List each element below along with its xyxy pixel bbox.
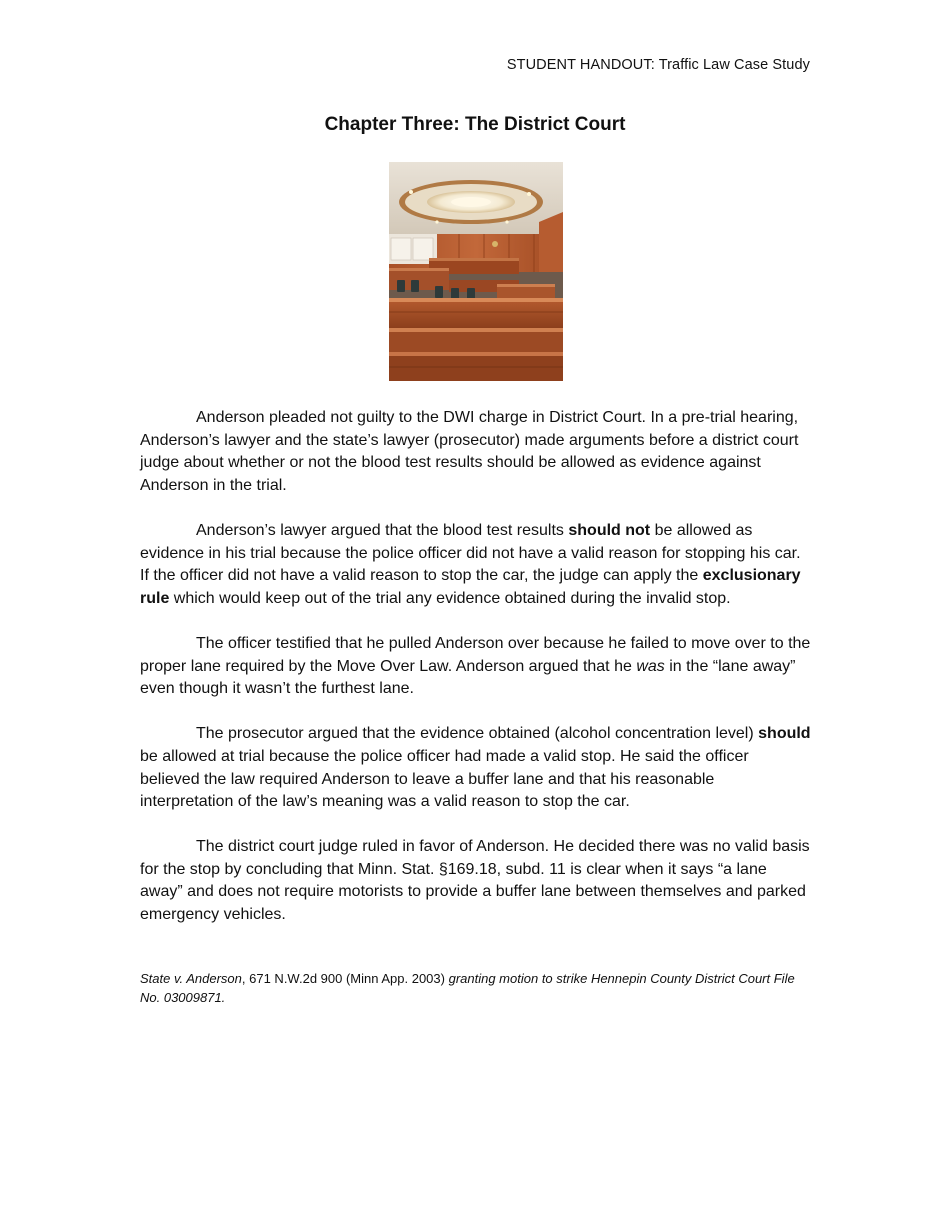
emphasis-was: was: [636, 657, 665, 675]
paragraph-4: [140, 723, 812, 813]
case-citation: [140, 969, 812, 1007]
paragraph-5-text: The district court judge ruled in favor of Anderson. He decided there was no valid basis for the stop by concluding that Minn. Stat. §169.18, subd. 11 is clear when it says “a lane away” and does not require motorists to provide a buffer lane between themselves and parked emergency vehicles.: [140, 838, 810, 924]
emphasis-should: should: [758, 725, 811, 743]
emphasis-exclusionary-rule: exclusionary rule: [140, 567, 801, 607]
paragraph-1-text: Anderson pleaded not guilty to the DWI charge in District Court. In a pre-trial hearing, Anderson’s lawyer and the state’s lawyer (prosecutor) made arguments before a district court judge about whether or not the blood test results should be allowed as evidence against Anderson in the trial.: [140, 409, 799, 494]
paragraph-4-part-c: be allowed at trial because the police officer had made a valid stop. He said the officer believed the law required Anderson to leave a buffer lane and that his reasonable interpretation of the law’s meaning was a valid reason to stop the car.: [140, 747, 749, 811]
citation-rest: granting motion to strike Hennepin County District Court File No. 03009871.: [140, 971, 795, 1005]
citation-reporter: , 671 N.W.2d 900 (Minn App. 2003): [241, 971, 449, 986]
paragraph-3-part-a: The officer testified that he pulled Anderson over because he failed to move over to the proper lane required by the Move Over Law. Anderson argued that he: [140, 634, 811, 675]
chapter-title: Chapter Three: The District Court: [324, 114, 626, 135]
paragraph-4-part-a: The prosecutor argued that the evidence obtained (alcohol concentration level): [196, 725, 759, 743]
paragraph-5: [140, 836, 812, 926]
paragraph-2-part-e: which would keep out of the trial any evidence obtained during the invalid stop.: [169, 589, 731, 607]
paragraph-2-part-a: Anderson’s lawyer argued that the blood test results: [196, 521, 569, 539]
paragraph-2: [140, 520, 812, 610]
courtroom-photo: [389, 162, 563, 381]
citation-case-name: State v. Anderson: [140, 971, 242, 986]
body-text: [140, 407, 812, 949]
page-header: STUDENT HANDOUT: Traffic Law Case Study: [506, 57, 810, 73]
emphasis-should-not: should not: [568, 521, 651, 539]
paragraph-3: [140, 633, 812, 701]
paragraph-3-part-c: in the “lane away” even though it wasn’t the furthest lane.: [140, 657, 796, 698]
paragraph-1: [140, 407, 812, 497]
paragraph-2-part-c: be allowed as evidence in his trial because the police officer did not have a valid reason for stopping his car. If the officer did not have a valid reason to stop the car, the judge can apply the: [140, 521, 801, 585]
